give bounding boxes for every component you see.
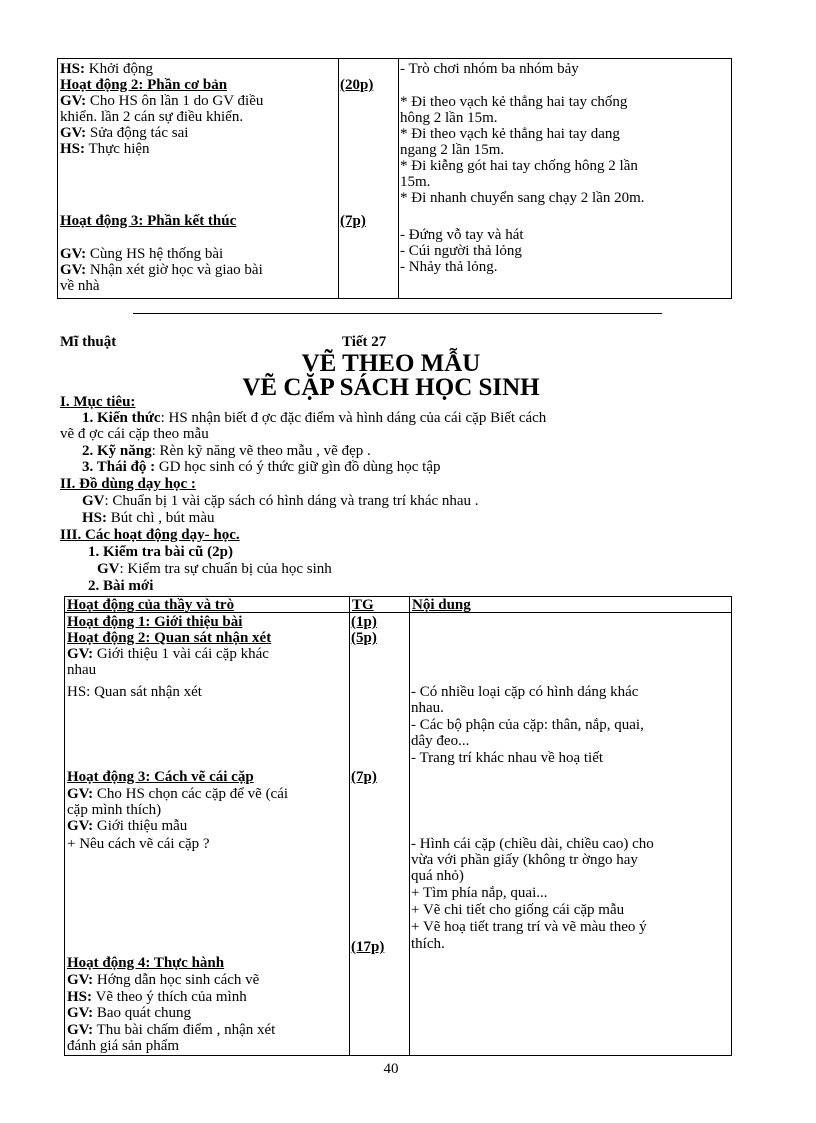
content-line: nhau. [411,700,444,716]
content-line: * Đi nhanh chuyển sang chạy 2 lần 20m. [400,190,645,206]
text: : HS nhận biết đ ợc đặc điểm và hình dáng của cái cặp Biết cách [160,410,547,426]
line-gv-guide [67,973,259,988]
content-line: 15m. [400,174,431,190]
lesson-subtitle: VẼ CẶP SÁCH HỌC SINH [242,374,540,401]
label: GV: [67,818,94,834]
content-line: + Vẽ chi tiết cho giống cái cặp mẫu [411,902,625,918]
attitude-line [82,460,440,475]
label: GV [82,493,105,509]
content-line: dây đeo... [411,733,470,749]
objectives-heading: I. Mục tiêu: [60,394,136,410]
text: Cho HS ôn lần 1 do GV điều [86,93,264,109]
text: Thực hiện [85,141,150,157]
check-heading: 1. Kiểm tra bài cũ (2p) [88,544,233,560]
label: GV: [60,262,87,278]
line-hs-draw [67,990,247,1005]
text: Vẽ theo ý thích của mình [92,989,247,1005]
text: Cùng HS hệ thống bài [86,246,224,262]
text: GD học sinh có ý thức giữ gìn đồ dùng học tập [155,459,441,475]
label: 3. Thái độ : [82,459,156,475]
skill-line [82,444,371,459]
content-line: + Vẽ hoạ tiết trang trí và vẽ màu theo ý [411,919,647,935]
line-gv-fix [60,126,188,141]
text: Khởi động [85,61,153,77]
content-line: + Tìm phía nắp, quai... [411,885,548,901]
activities-heading: III. Các hoạt động dạy- học. [60,527,240,543]
content-line: vừa với phần giấy (không tr ờngo hay [411,852,638,868]
text: Bút chì , bút màu [107,510,215,526]
heading-activity-2: Hoạt động 2: Quan sát nhận xét [67,630,272,646]
period-label: Tiết 27 [342,334,387,350]
line-gv-oversee [67,1006,191,1021]
label: HS: [82,510,108,526]
content-line: hông 2 lần 15m. [400,110,498,126]
top-table-top-border [57,58,732,59]
text: : Chuẩn bị 1 vài cặp sách có hình dáng và trang trí khác nhau . [104,493,479,509]
heading-activity-3: Hoạt động 3: Cách vẽ cái cặp [67,769,254,785]
line-gv-system [60,247,223,262]
main-table-col1-border [349,596,350,1056]
line-hs-warmup [60,62,153,77]
text: Giới thiệu 1 vài cái cặp khác [93,646,269,662]
line-hs-do [60,142,150,157]
knowledge-line-2: vẽ đ ợc cái cặp theo mẫu [60,426,209,442]
content-line: - Nhảy thả lỏng. [400,259,498,275]
label: HS: [60,61,86,77]
content-line: thích. [411,936,445,952]
time-17p: (17p) [351,939,385,955]
text: : Rèn kỹ năng vẽ theo mẫu , vẽ đẹp . [151,443,371,459]
content-line: - Trò chơi nhóm ba nhóm bảy [400,61,579,77]
label: HS: [60,141,86,157]
top-table-col2-border [398,58,399,299]
new-lesson-heading: 2. Bài mới [88,578,154,594]
content-line: - Các bộ phận của cặp: thân, nắp, quai, [411,717,644,733]
heading-activity-2: Hoạt động 2: Phần cơ bản [60,77,228,93]
label: GV: [67,1005,94,1021]
main-table-right-border [731,596,732,1056]
line-gv-intro [67,647,269,662]
line-gv-comment [60,263,263,278]
content-line: - Cúi người thả lỏng [400,243,522,259]
column-header-content: Nội dung [412,597,471,613]
materials-heading: II. Đồ dùng dạy học : [60,476,196,492]
time-5p: (5p) [351,630,377,646]
line-gv-review [60,94,263,109]
main-table-col2-border [409,596,410,1056]
top-table-bottom-border [57,298,732,299]
line-evaluate: đánh giá sản phẩm [67,1038,180,1054]
line-different: nhau [67,662,97,678]
content-line: * Đi theo vạch kẻ thẳng hai tay chống [400,94,628,110]
label: GV: [67,972,94,988]
content-line: - Có nhiều loại cặp có hình dáng khác [411,684,639,700]
label: GV [97,561,120,577]
line-gv-grade [67,1023,275,1038]
label: GV: [67,1022,94,1038]
materials-hs [82,511,215,526]
top-time-20p: (20p) [340,77,374,93]
line-how-to-draw: + Nêu cách vẽ cái cặp ? [67,836,210,852]
content-line: quá nhỏ) [411,868,464,884]
column-header-time: TG [352,597,374,613]
top-table-left-border [57,58,58,299]
line-control: khiển. lần 2 cán sự điều khiển. [60,109,244,125]
content-line: ngang 2 lần 15m. [400,142,505,158]
text: Nhận xét giờ học và giao bài [86,262,263,278]
line-gv-choose [67,787,288,802]
label: 1. Kiến thức [82,410,161,426]
text: Sửa động tác sai [86,125,189,141]
label: GV: [60,246,87,262]
content-line: - Hình cái cặp (chiều dài, chiều cao) cho [411,836,654,852]
section-separator [133,313,662,314]
main-table-bottom-border [64,1055,732,1056]
text: Hớng dẫn học sinh cách vẽ [93,972,260,988]
top-table-right-border [731,58,732,299]
top-time-7p: (7p) [340,213,366,229]
text: Thu bài chấm điểm , nhận xét [93,1022,276,1038]
knowledge-line [82,411,546,426]
top-table-col1-border [338,58,339,299]
label: HS: [67,989,93,1005]
heading-activity-4: Hoạt động 4: Thực hành [67,955,225,971]
text: Cho HS chọn các cặp để vẽ (cái [93,786,289,802]
time-7p: (7p) [351,769,377,785]
text: Bao quát chung [93,1005,192,1021]
line-hs-observe: HS: Quan sát nhận xét [67,684,202,700]
lesson-title: VẼ THEO MẪU [301,350,481,377]
label: GV: [60,93,87,109]
label: GV: [67,786,94,802]
check-gv-line [97,562,332,577]
materials-gv [82,494,479,509]
content-line: * Đi theo vạch kẻ thẳng hai tay dang [400,126,620,142]
heading-activity-3: Hoạt động 3: Phần kết thúc [60,213,237,229]
heading-activity-1: Hoạt động 1: Giới thiệu bài [67,614,243,630]
text: Giới thiệu mẫu [93,818,188,834]
label: GV: [60,125,87,141]
line-home: về nhà [60,278,100,294]
content-line: * Đi kiễng gót hai tay chống hông 2 lần [400,158,638,174]
column-header-activity: Hoạt động của thầy và trò [67,597,235,613]
time-1p: (1p) [351,614,377,630]
content-line: - Trang trí khác nhau về hoạ tiết [411,750,604,766]
line-gv-sample [67,819,187,834]
subject-label: Mĩ thuật [60,334,117,350]
text: : Kiểm tra sự chuẩn bị của học sinh [119,561,332,577]
content-line: - Đứng vỗ tay và hát [400,227,524,243]
main-table-left-border [64,596,65,1056]
page-number: 40 [383,1061,399,1077]
label: 2. Kỹ năng [82,443,152,459]
label: GV: [67,646,94,662]
line-favorite: cặp mình thích) [67,802,162,818]
